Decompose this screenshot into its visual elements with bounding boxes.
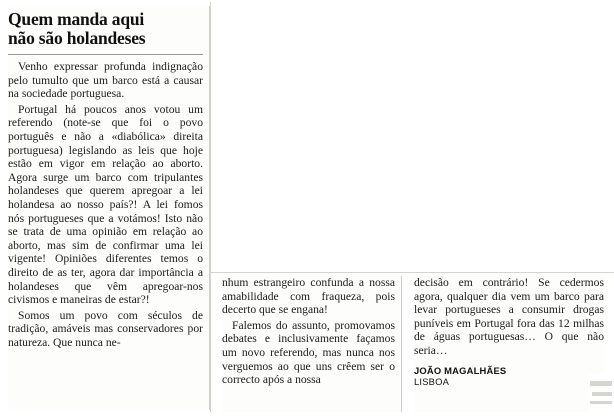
middle-column-body — [222, 276, 395, 387]
author-place: LISBOA — [414, 376, 450, 388]
headline-line-2: não são holandeses — [8, 28, 146, 48]
column-divider-vertical — [210, 2, 211, 412]
adjacent-print-artefact — [588, 374, 614, 416]
right-column-body — [414, 276, 604, 358]
paragraph: Somos um povo com séculos de tradição, amáveis mas conservadores por natureza. Que nunca ne- — [8, 308, 203, 349]
article-left-column — [8, 6, 210, 410]
paragraph: Falemos do assunto, promovamos debates e inclusivamente façamos um novo referendo, mas nunca nos verguemos ao que uns crêem ser o correcto após a nossa — [222, 318, 395, 387]
paragraph: Venho expressar profunda indignação pelo tumulto que um barco está a causar na sociedade portuguesa. — [8, 60, 203, 101]
paragraph: decisão em contrário! Se cedermos agora, qualquer dia vem um barco para levar portugueses a consumir drogas puníveis em Portugal fora das 12 milhas de águas portuguesas… O que não seria… — [414, 276, 604, 357]
headline-rule — [8, 54, 203, 55]
left-column-body — [8, 60, 203, 349]
artefact-line — [592, 392, 612, 396]
author-name: JOÃO MAGALHÃES — [414, 364, 507, 376]
artefact-line — [590, 401, 612, 404]
paragraph: Portugal há poucos anos votou um referendo (note-se que foi o povo português e não a «diabólica» direita portuguesa) legislando as leis que hoje estão em vigor em relação ao aborto. Agora surge um barco com tripulantes holandeses que querem apregoar a lei holandesa ao nosso país?! A lei fomos nós portugueses que a votámos! Isto não se trata de uma opinião em relação ao aborto, mas sim de confirmar uma lei vigente! Opiniões diferentes temos o direito de as ter, agora dar importância a holandeses que vêm apregoar-nos civismos e maneiras de estar?! — [8, 102, 203, 307]
paragraph: nhum estrangeiro confunda a nossa amabilidade com fraqueza, pois decerto que se engana! — [222, 276, 395, 317]
headline-line-1: Quem manda aqui — [8, 9, 145, 29]
page-title — [8, 10, 203, 48]
column-divider-horizontal — [211, 272, 614, 273]
artefact-line — [590, 381, 612, 386]
blank-paper-area — [211, 0, 614, 272]
article-middle-column — [222, 276, 402, 412]
author-signature — [414, 365, 604, 388]
article-right-column — [414, 276, 604, 412]
